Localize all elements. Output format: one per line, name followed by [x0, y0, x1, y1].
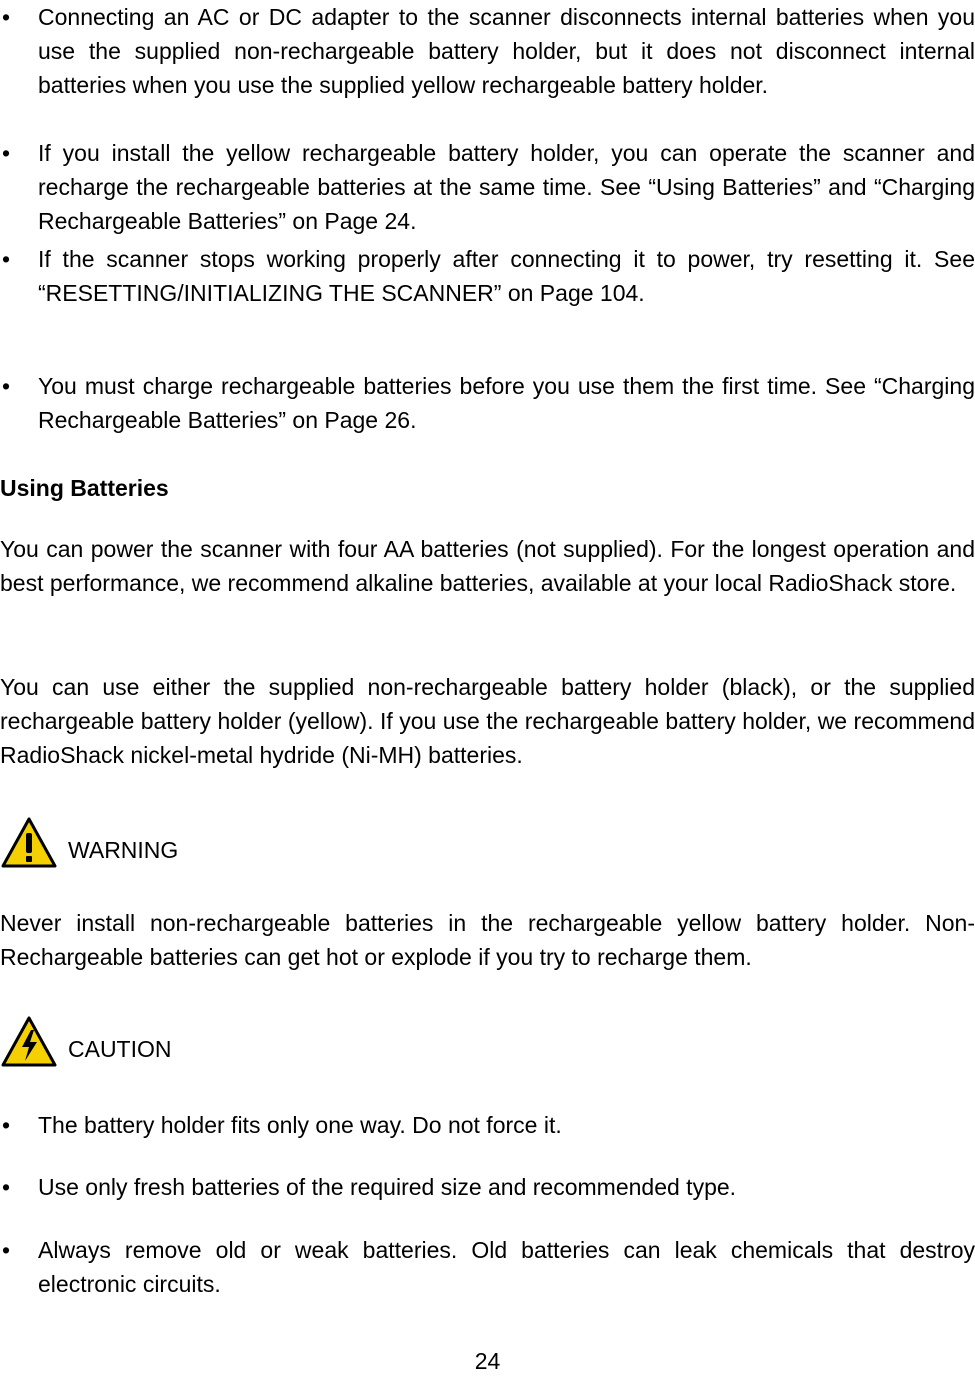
section-heading: Using Batteries: [0, 475, 169, 501]
warning-exclamation-icon: [0, 816, 58, 870]
bullet-text: The battery holder fits only one way. Do not force it.: [38, 1112, 562, 1138]
caution-notice: [0, 1011, 400, 1073]
caution-bullet-list-3: [0, 1233, 975, 1301]
warning-text: Never install non-rechargeable batteries in the rechargeable yellow battery holder. Non-Rechargeable batteries can get hot or explode if you try to recharge them.: [0, 910, 975, 970]
list-item: [0, 1233, 975, 1301]
paragraph: You can use either the supplied non-rechargeable battery holder (black), or the supplied rechargeable battery holder (yellow). If you use the rechargeable battery holder, we recommend RadioShack nickel-metal hydride (Ni-MH) batteries.: [0, 674, 975, 768]
top-bullet-list-4: [0, 369, 975, 437]
caution-lightning-icon: [0, 1015, 58, 1069]
bullet-text: You must charge rechargeable batteries before you use them the first time. See “Charging Rechargeable Batteries” on Page 26.: [38, 373, 975, 433]
bullet-text: Connecting an AC or DC adapter to the scanner disconnects internal batteries when you use the supplied non-rechargeable battery holder, but it does not disconnect internal batteries when you use the supplied yellow rechargeable battery holder.: [38, 4, 975, 98]
list-item: [0, 1170, 975, 1204]
list-item: [0, 242, 975, 310]
list-item: [0, 369, 975, 437]
bullet-dot: •: [2, 4, 11, 30]
bullet-dot: •: [2, 373, 11, 399]
bullet-dot: •: [2, 140, 11, 166]
list-item: [0, 1108, 975, 1142]
warning-notice: [0, 812, 400, 874]
top-bullet-list-3: [0, 242, 975, 310]
bullet-text: Always remove old or weak batteries. Old batteries can leak chemicals that destroy electronic circuits.: [38, 1237, 975, 1297]
caution-bullet-list-2: [0, 1170, 975, 1204]
top-bullet-list: [0, 0, 975, 102]
bullet-text: Use only fresh batteries of the required size and recommended type.: [38, 1174, 737, 1200]
bullet-dot: •: [2, 1174, 11, 1200]
bullet-dot: •: [2, 1112, 11, 1138]
caution-bullet-list: [0, 1108, 975, 1142]
top-bullet-list-2: [0, 136, 975, 238]
warning-label: WARNING: [68, 837, 179, 863]
list-item: [0, 136, 975, 238]
page-number: 24: [474, 1348, 501, 1374]
bullet-dot: •: [2, 246, 11, 272]
paragraph: You can power the scanner with four AA batteries (not supplied). For the longest operation and best performance, we recommend alkaline batteries, available at your local RadioShack store.: [0, 536, 975, 596]
bullet-dot: •: [2, 1237, 11, 1263]
caution-label: CAUTION: [68, 1036, 172, 1062]
bullet-text: If the scanner stops working properly after connecting it to power, try resetting it. See “RESETTING/INITIALIZING THE SCANNER” on Page 104.: [38, 246, 975, 306]
list-item: [0, 0, 975, 102]
bullet-text: If you install the yellow rechargeable battery holder, you can operate the scanner and recharge the rechargeable batteries at the same time. See “Using Batteries” and “Charging Rechargeable Batteries” on Page 24.: [38, 140, 975, 234]
